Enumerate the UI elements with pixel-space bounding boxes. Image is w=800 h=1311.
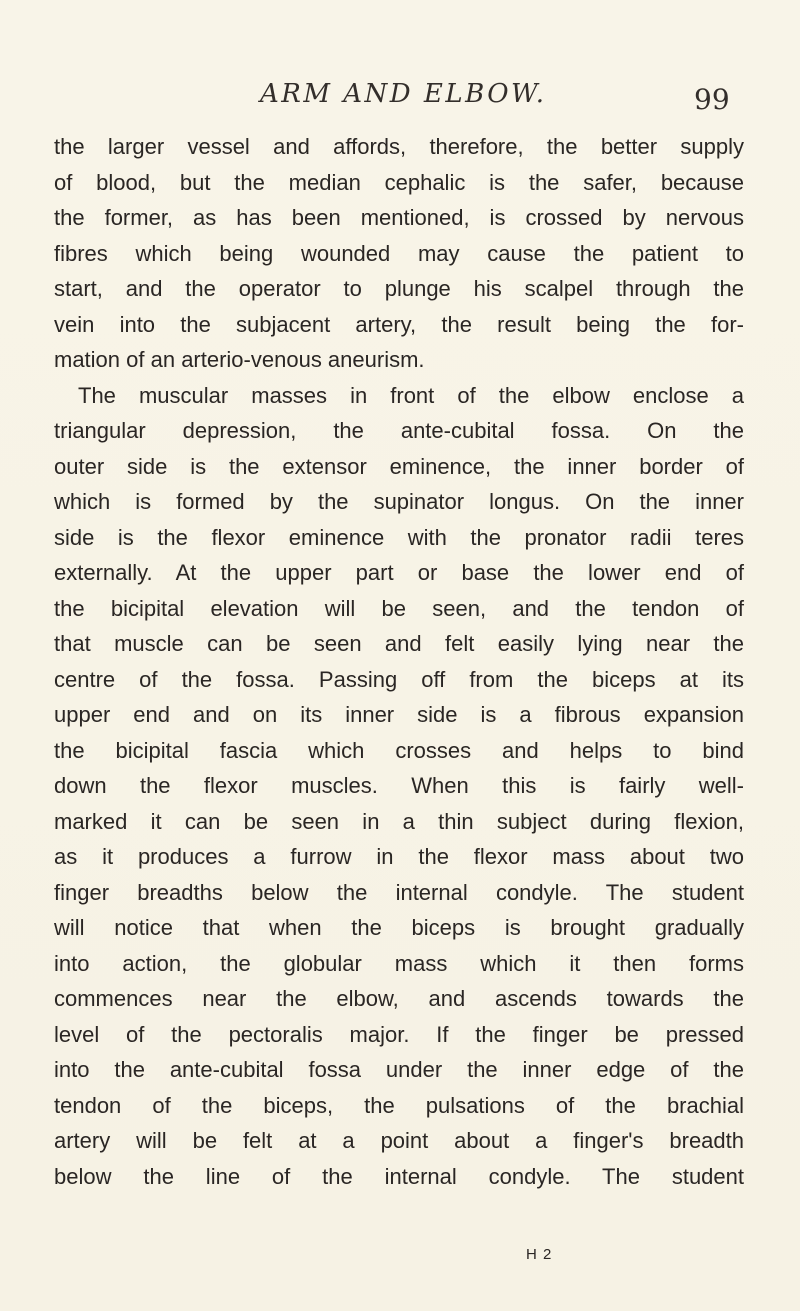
signature-mark: H 2 [526, 1246, 553, 1263]
text-line: The muscular masses in front of the elbow enclose a [78, 382, 744, 408]
text-line: into action, the globular mass which it then forms [54, 950, 744, 976]
page-number: 99 [694, 83, 730, 116]
running-head [0, 78, 800, 114]
text-line: tendon of the biceps, the pulsations of the brachial [54, 1092, 744, 1118]
text-line: the bicipital fascia which crosses and helps to bind [54, 737, 744, 763]
running-title: ARM AND ELBOW. [260, 79, 547, 109]
text-line: fibres which being wounded may cause the patient to [54, 240, 744, 266]
text-line: artery will be felt at a point about a finger's breadth [54, 1128, 744, 1153]
text-line: externally. At the upper part or base the lower end of [54, 560, 744, 585]
text-line: the bicipital elevation will be seen, and the tendon of [54, 595, 744, 621]
text-line: triangular depression, the ante-cubital fossa. On the [54, 418, 744, 443]
text-line: down the flexor muscles. When this is fairly well- [54, 773, 744, 798]
text-line: upper end and on its inner side is a fibrous expansion [54, 702, 744, 727]
text-line: finger breadths below the internal condyle. The student [54, 879, 744, 905]
text-line: vein into the subjacent artery, the result being the for- [54, 311, 744, 337]
text-line: centre of the fossa. Passing off from the biceps at its [54, 666, 744, 692]
text-line: that muscle can be seen and felt easily lying near the [54, 631, 744, 656]
text-line: the larger vessel and affords, therefore, the better supply [54, 134, 744, 159]
text-line: mation of an arterio-venous aneurism. [54, 347, 425, 372]
text-line: of blood, but the median cephalic is the safer, because [54, 169, 744, 195]
text-line: as it produces a furrow in the flexor mass about two [54, 844, 744, 869]
text-line: into the ante-cubital fossa under the inner edge of the [54, 1057, 744, 1082]
text-line: marked it can be seen in a thin subject during flexion, [54, 808, 744, 834]
text-line: side is the flexor eminence with the pronator radii teres [54, 524, 744, 550]
body-text [54, 129, 744, 1194]
text-line: outer side is the extensor eminence, the inner border of [54, 453, 744, 479]
text-line: the former, as has been mentioned, is crossed by nervous [54, 205, 744, 230]
text-line: will notice that when the biceps is brought gradually [54, 915, 744, 940]
text-line: start, and the operator to plunge his scalpel through the [54, 276, 744, 301]
text-line: commences near the elbow, and ascends towards the [54, 986, 744, 1011]
text-line: level of the pectoralis major. If the finger be pressed [54, 1021, 744, 1047]
text-line: below the line of the internal condyle. The student [54, 1163, 744, 1189]
text-line: which is formed by the supinator longus. On the inner [54, 489, 744, 514]
